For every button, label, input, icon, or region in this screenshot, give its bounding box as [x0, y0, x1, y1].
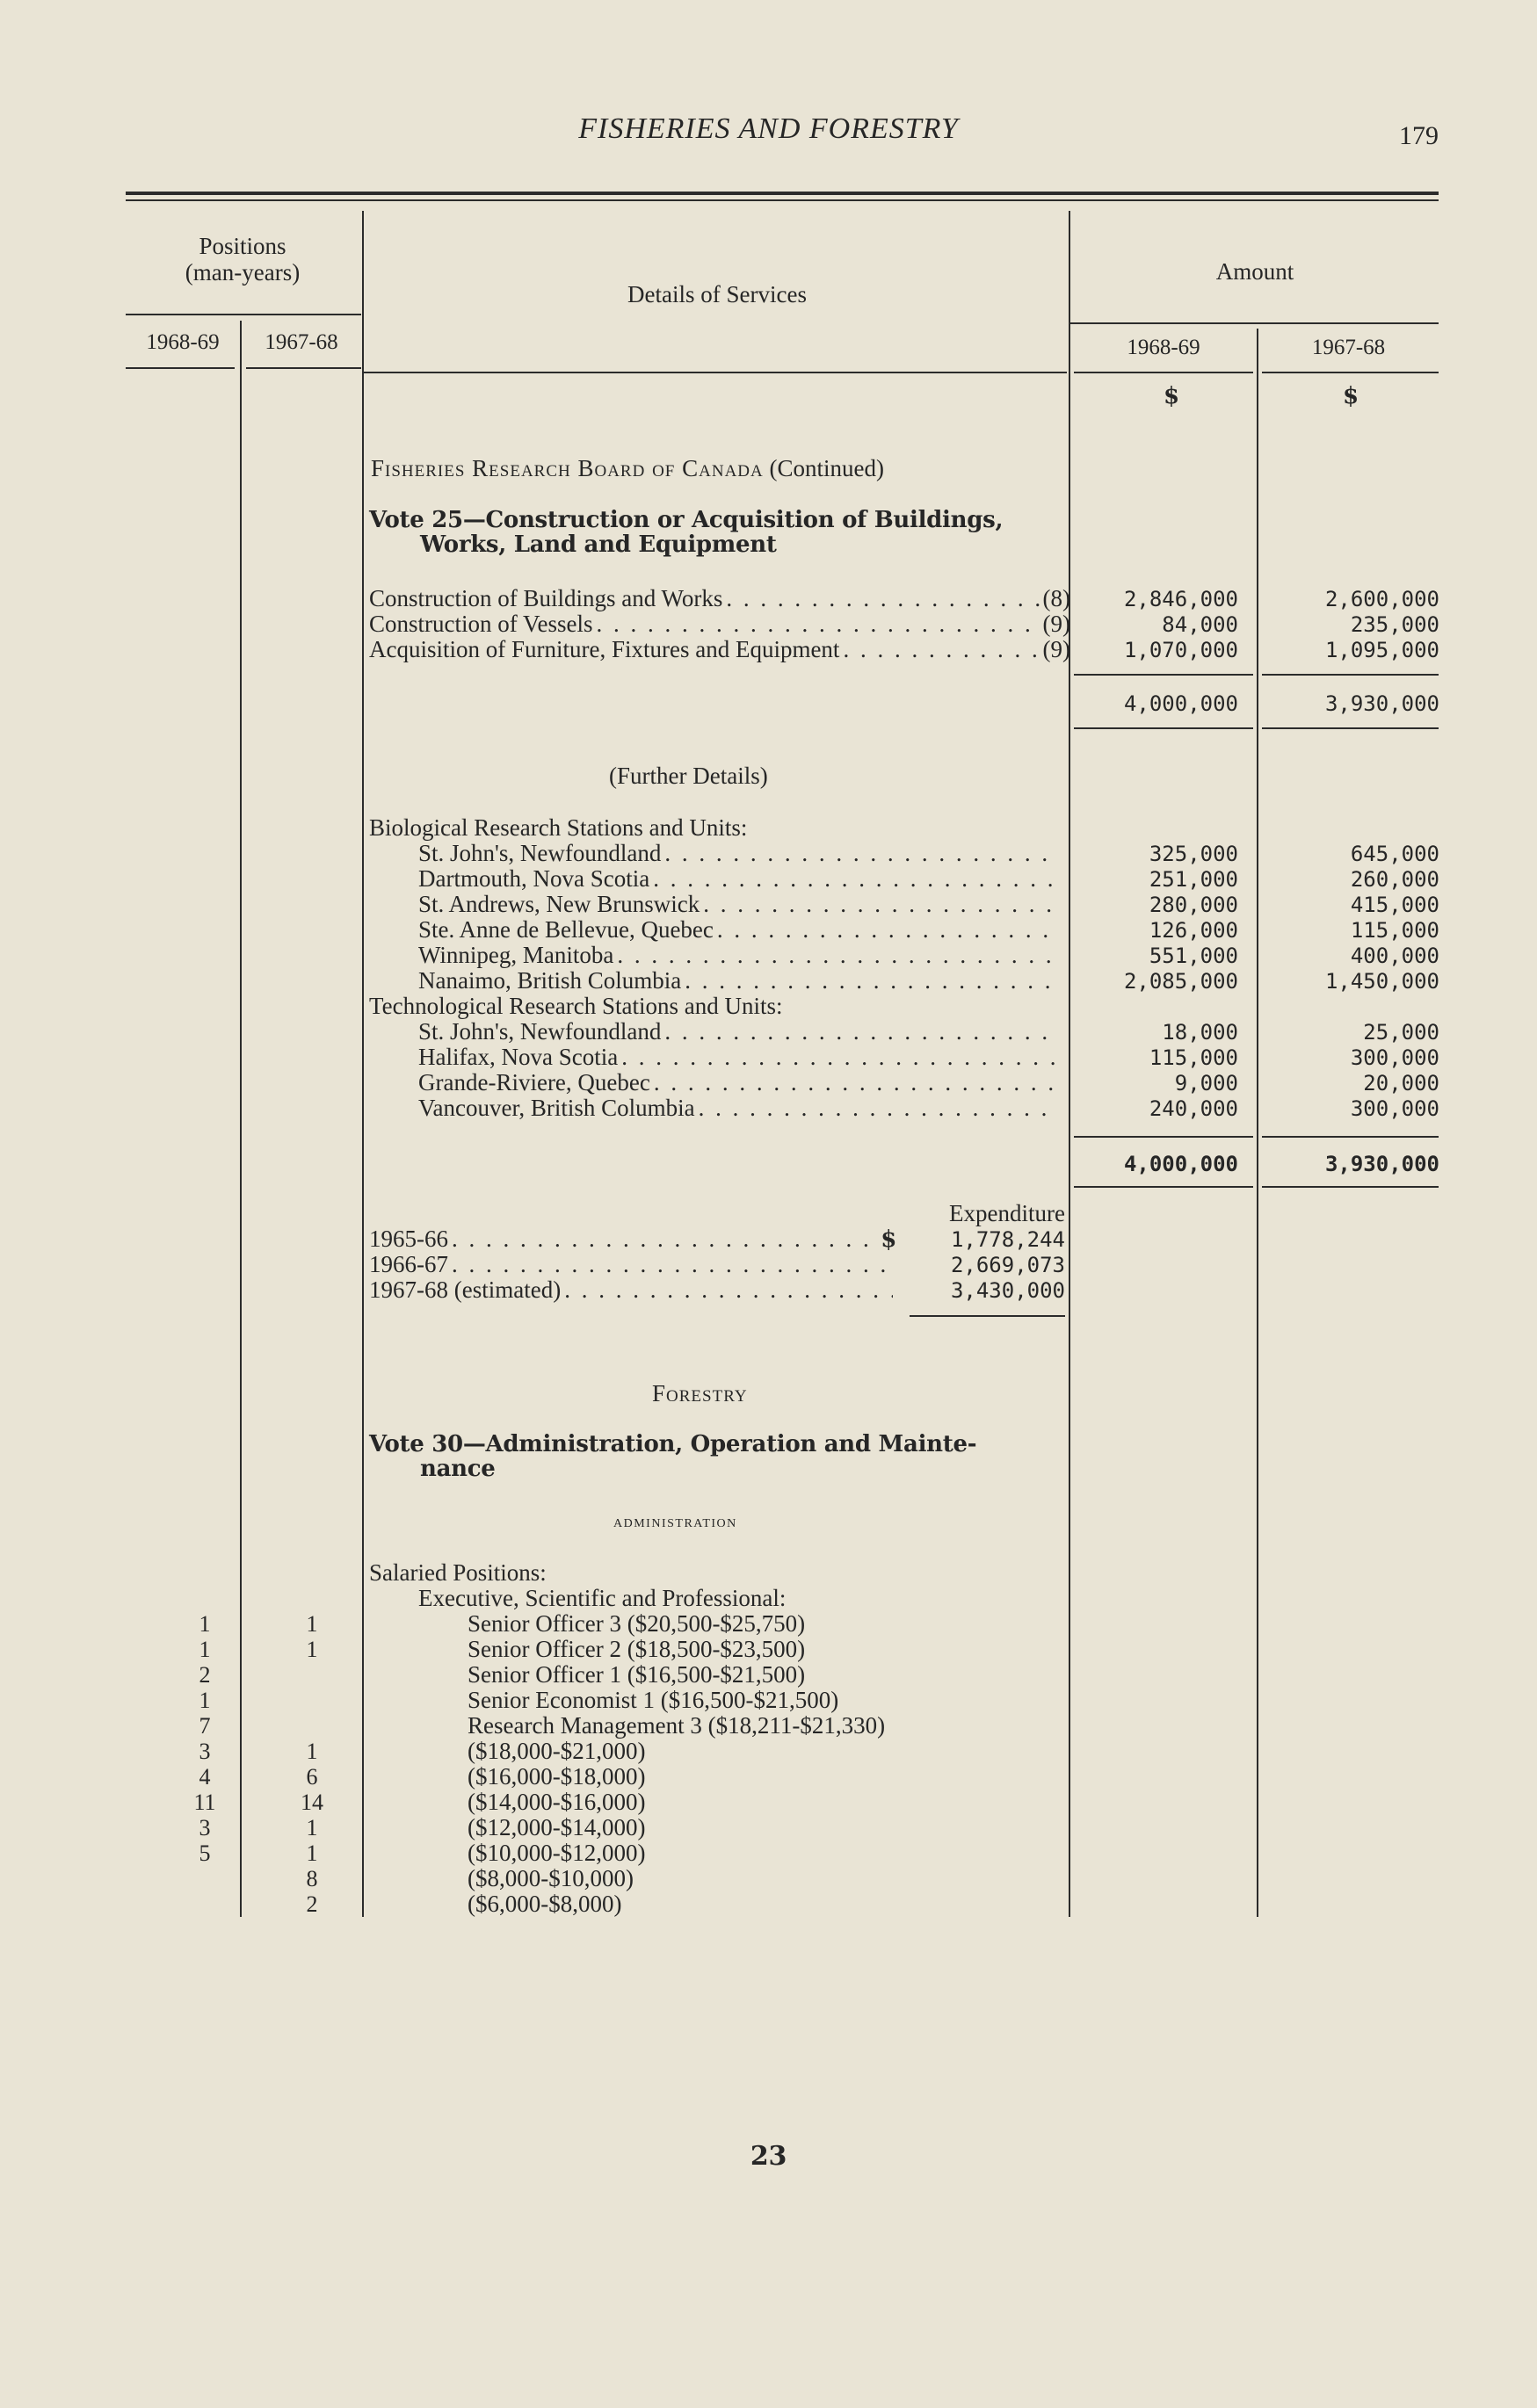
item-label: Winnipeg, Manitoba [418, 942, 614, 968]
bio-amount-y2: 415,000 [1350, 893, 1439, 917]
further-details-heading: (Further Details) [609, 763, 768, 789]
tech-item [418, 1070, 1060, 1096]
bio-amount-y1: 325,000 [1149, 842, 1238, 866]
tech-amount-y1: 240,000 [1149, 1096, 1238, 1121]
top-rule-thin [126, 199, 1439, 201]
details-header: Details of Services [627, 281, 807, 307]
position-label: ($12,000-$14,000) [468, 1814, 646, 1840]
position-count-y1: 2 [199, 1662, 211, 1688]
tech-item [418, 1045, 1060, 1070]
position-count-y2: 1 [306, 1637, 318, 1662]
bio-amount-y1: 126,000 [1149, 918, 1238, 943]
further-total-under-y2 [1262, 1186, 1439, 1188]
col-line-3 [1069, 211, 1070, 1917]
further-total-under-y1 [1074, 1186, 1253, 1188]
item-label: Halifax, Nova Scotia [418, 1044, 619, 1070]
bio-amount-y1: 280,000 [1149, 893, 1238, 917]
position-label: Research Management 3 ($18,211-$21,330) [468, 1712, 886, 1739]
tech-item [418, 1019, 1060, 1045]
bio-amount-y2: 645,000 [1350, 842, 1439, 866]
amt-y2-rule [1262, 372, 1439, 373]
positions-header-rule [126, 314, 361, 315]
item-label: St. John's, Newfoundland [418, 840, 662, 866]
position-count-y2: 14 [301, 1790, 323, 1815]
item-ref: (9) [1042, 636, 1070, 662]
bio-amount-y2: 260,000 [1350, 867, 1439, 892]
currency-mark-y2: $ [1343, 383, 1359, 409]
board-heading [371, 456, 884, 481]
tech-amount-y2: 300,000 [1350, 1096, 1439, 1121]
bio-item [418, 943, 1060, 968]
item-label: Vancouver, British Columbia [418, 1095, 695, 1121]
bio-amount-y2: 1,450,000 [1324, 969, 1439, 994]
col-line-4 [1257, 329, 1258, 1917]
position-label: ($16,000-$18,000) [468, 1763, 646, 1790]
bio-amount-y2: 400,000 [1350, 944, 1439, 968]
position-label: Senior Economist 1 ($16,500-$21,500) [468, 1687, 839, 1713]
details-rule [364, 372, 1067, 373]
executive-heading: Executive, Scientific and Professional: [418, 1585, 787, 1611]
position-count-y2: 2 [306, 1891, 318, 1917]
vote25-total-rule-y1 [1074, 674, 1253, 676]
position-count-y1: 3 [199, 1739, 211, 1764]
position-label: ($10,000-$12,000) [468, 1840, 646, 1866]
item-label: Grande-Riviere, Quebec [418, 1069, 650, 1096]
position-count-y2: 8 [306, 1866, 318, 1891]
expenditure-row [369, 1277, 896, 1303]
expenditure-year: 1966-67 [369, 1251, 448, 1277]
amount-year2: 1967-68 [1311, 336, 1386, 359]
vote25-total-rule-y2 [1262, 674, 1439, 676]
further-total-rule-y1 [1074, 1136, 1253, 1138]
expenditure-heading: Expenditure [949, 1200, 1065, 1226]
bio-amount-y1: 551,000 [1149, 944, 1238, 968]
item-label: Construction of Vessels [369, 611, 593, 637]
bio-amount-y1: 2,085,000 [1123, 969, 1238, 994]
construction-item [369, 637, 1070, 662]
expenditure-value: 1,778,244 [950, 1227, 1065, 1252]
position-count-y1: 4 [199, 1764, 211, 1790]
vote25-title-line1: Vote 25—Construction or Acquisition of Buildings, [369, 507, 1004, 533]
expenditure-value: 3,430,000 [950, 1278, 1065, 1303]
positions-year1: 1968-69 [146, 330, 220, 354]
expenditure-value: 2,669,073 [950, 1253, 1065, 1277]
further-total-y1: 4,000,000 [1123, 1152, 1238, 1176]
position-label: Senior Officer 1 ($16,500-$21,500) [468, 1661, 806, 1688]
position-label: ($8,000-$10,000) [468, 1865, 634, 1891]
col-line-2 [362, 211, 364, 1917]
tech-amount-y2: 20,000 [1363, 1071, 1439, 1096]
construction-item [369, 586, 1070, 611]
tech-heading: Technological Research Stations and Units: [369, 993, 783, 1019]
position-label: Senior Officer 2 ($18,500-$23,500) [468, 1636, 806, 1662]
position-count-y1: 11 [193, 1790, 216, 1815]
construction-amount-y2: 1,095,000 [1324, 638, 1439, 662]
item-label: Construction of Buildings and Works [369, 585, 723, 611]
positions-year2: 1967-68 [265, 330, 338, 354]
construction-amount-y1: 1,070,000 [1123, 638, 1238, 662]
bio-item [418, 968, 1060, 994]
item-label: St. John's, Newfoundland [418, 1018, 662, 1045]
position-count-y2: 1 [306, 1815, 318, 1840]
bio-amount-y2: 115,000 [1350, 918, 1439, 943]
board-name: Fisheries Research Board of Canada [371, 455, 764, 481]
position-label: ($14,000-$16,000) [468, 1789, 646, 1815]
expenditure-row [369, 1252, 896, 1277]
item-ref: (8) [1042, 585, 1070, 611]
item-label: Acquisition of Furniture, Fixtures and Equipment [369, 636, 840, 662]
position-count-y1: 7 [199, 1713, 211, 1739]
position-label: ($6,000-$8,000) [468, 1891, 622, 1917]
pos-y1-rule [126, 367, 235, 369]
position-count-y2: 1 [306, 1739, 318, 1764]
expenditure-under-rule [910, 1315, 1065, 1317]
tech-amount-y2: 300,000 [1350, 1045, 1439, 1070]
construction-amount-y1: 84,000 [1162, 612, 1238, 637]
position-count-y1: 5 [199, 1840, 211, 1866]
item-label: Ste. Anne de Bellevue, Quebec [418, 916, 714, 943]
page-number: 179 [1399, 121, 1439, 150]
pos-y2-rule [246, 367, 361, 369]
administration-heading: administration [613, 1512, 737, 1531]
board-continued: (Continued) [769, 455, 884, 481]
vote25-total-under-y1 [1074, 727, 1253, 729]
position-count-y2: 6 [306, 1764, 318, 1790]
bio-item [418, 892, 1060, 917]
position-count-y1: 3 [199, 1815, 211, 1840]
tech-amount-y1: 9,000 [1174, 1071, 1238, 1096]
position-count-y2: 1 [306, 1611, 318, 1637]
item-ref: (9) [1042, 611, 1070, 637]
position-count-y1: 1 [199, 1688, 211, 1713]
item-label: Nanaimo, British Columbia [418, 967, 682, 994]
positions-header: Positions (man-years) [185, 233, 301, 286]
position-count-y2: 1 [306, 1840, 318, 1866]
vote25-total-under-y2 [1262, 727, 1439, 729]
top-rule-thick [126, 192, 1439, 195]
position-label: Senior Officer 3 ($20,500-$25,750) [468, 1610, 806, 1637]
amount-header-rule [1070, 322, 1439, 324]
further-total-rule-y2 [1262, 1136, 1439, 1138]
vote30-title-line1: Vote 30—Administration, Operation and Mainte- [369, 1431, 977, 1457]
vote25-total-y1: 4,000,000 [1123, 691, 1238, 716]
item-label: St. Andrews, New Brunswick [418, 891, 700, 917]
construction-amount-y2: 235,000 [1350, 612, 1439, 637]
expenditure-year: 1967-68 (estimated) [369, 1276, 562, 1303]
construction-item [369, 611, 1070, 637]
footer-number: 23 [750, 2141, 787, 2172]
forestry-heading: Forestry [652, 1380, 748, 1406]
construction-amount-y2: 2,600,000 [1324, 587, 1439, 611]
bio-item [418, 917, 1060, 943]
tech-item [418, 1096, 1060, 1121]
tech-amount-y2: 25,000 [1363, 1020, 1439, 1045]
bio-item [418, 866, 1060, 892]
amount-year1: 1968-69 [1127, 336, 1200, 359]
vote25-total-y2: 3,930,000 [1324, 691, 1439, 716]
amount-header: Amount [1215, 258, 1294, 285]
bio-item [418, 841, 1060, 866]
position-count-y1: 1 [199, 1637, 211, 1662]
vote30-title-line2: nance [420, 1456, 496, 1482]
expenditure-row [369, 1226, 896, 1252]
running-title: FISHERIES AND FORESTRY [578, 112, 959, 145]
amt-y1-rule [1074, 372, 1253, 373]
bio-heading: Biological Research Stations and Units: [369, 814, 748, 841]
item-label: Dartmouth, Nova Scotia [418, 865, 650, 892]
salaried-heading: Salaried Positions: [369, 1559, 547, 1586]
col-line-1 [240, 321, 242, 1917]
position-count-y1: 1 [199, 1611, 211, 1637]
further-total-y2: 3,930,000 [1324, 1152, 1439, 1176]
bio-amount-y1: 251,000 [1149, 867, 1238, 892]
tech-amount-y1: 18,000 [1162, 1020, 1238, 1045]
construction-amount-y1: 2,846,000 [1123, 587, 1238, 611]
position-label: ($18,000-$21,000) [468, 1738, 646, 1764]
currency-mark-y1: $ [1164, 383, 1179, 409]
vote25-title-line2: Works, Land and Equipment [420, 531, 777, 558]
tech-amount-y1: 115,000 [1149, 1045, 1238, 1070]
expenditure-year: 1965-66 [369, 1226, 448, 1252]
expenditure-currency: $ [881, 1226, 896, 1253]
